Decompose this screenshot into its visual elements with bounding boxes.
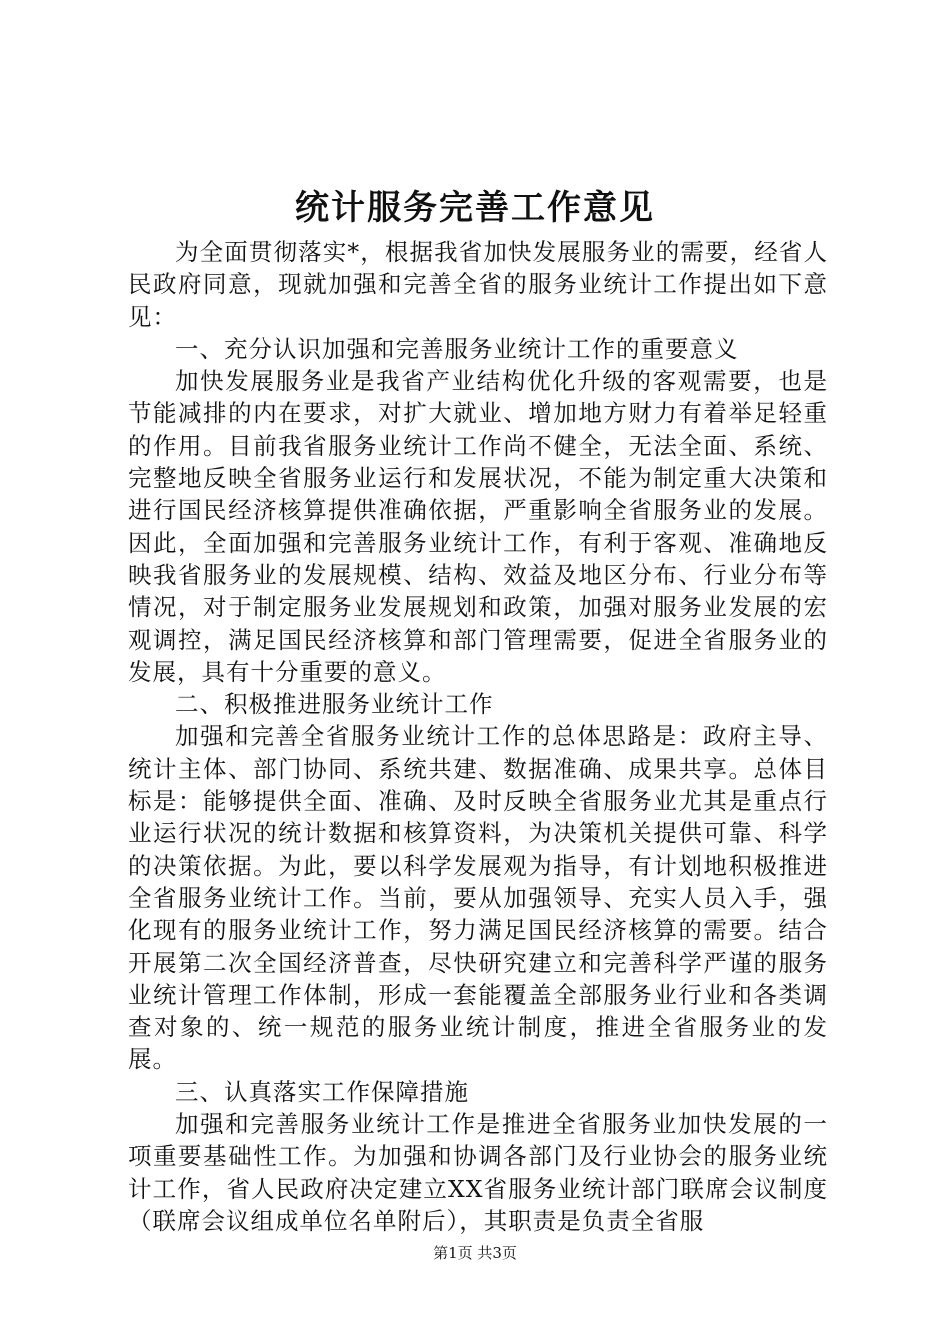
page-number-footer: 第1页 共3页: [433, 1244, 517, 1262]
section-1-paragraph: 加快发展服务业是我省产业结构优化升级的客观需要，也是节能减排的内在要求，对扩大就业、增加地方财力有着举足轻重的作用。目前我省服务业统计工作尚不健全，无法全面、系统、完整地反映全省服务业运行和发展状况，不能为制定重大决策和进行国民经济核算提供准确依据，严重影响全省服务业的发展。因此，全面加强和完善服务业统计工作，有利于客观、准确地反映我省服务业的发展规模、结构、效益及地区分布、行业分布等情况，对于制定服务业发展规划和政策，加强对服务业发展的宏观调控，满足国民经济核算和部门管理需要，促进全省服务业的发展，具有十分重要的意义。: [128, 367, 828, 686]
section-3-paragraph: 加强和完善服务业统计工作是推进全省服务业加快发展的一项重要基础性工作。为加强和协调各部门及行业协会的服务业统计工作，省人民政府决定建立XX省服务业统计部门联席会议制度（联席会议组成单位名单附后），其职责是负责全省服: [128, 1110, 828, 1235]
document-body: [128, 236, 828, 1237]
intro-paragraph: 为全面贯彻落实*，根据我省加快发展服务业的需要，经省人民政府同意，现就加强和完善全省的服务业统计工作提出如下意见：: [128, 238, 828, 331]
section-2-paragraph: 加强和完善全省服务业统计工作的总体思路是：政府主导、统计主体、部门协同、系统共建、数据准确、成果共享。总体目标是：能够提供全面、准确、及时反映全省服务业尤其是重点行业运行状况的统计数据和核算资料，为决策机关提供可靠、科学的决策依据。为此，要以科学发展观为指导，有计划地积极推进全省服务业统计工作。当前，要从加强领导、充实人员入手，强化现有的服务业统计工作，努力满足国民经济核算的需要。结合开展第二次全国经济普查，尽快研究建立和完善科学严谨的服务业统计管理工作体制，形成一套能覆盖全部服务业行业和各类调查对象的、统一规范的服务业统计制度，推进全省服务业的发展。: [128, 722, 828, 1074]
section-heading-1: 一、充分认识加强和完善服务业统计工作的重要意义: [175, 334, 739, 363]
section-heading-3: 三、认真落实工作保障措施: [175, 1077, 469, 1106]
section-heading-2: 二、积极推进服务业统计工作: [175, 690, 494, 719]
document-title: 统计服务完善工作意见: [295, 188, 655, 228]
